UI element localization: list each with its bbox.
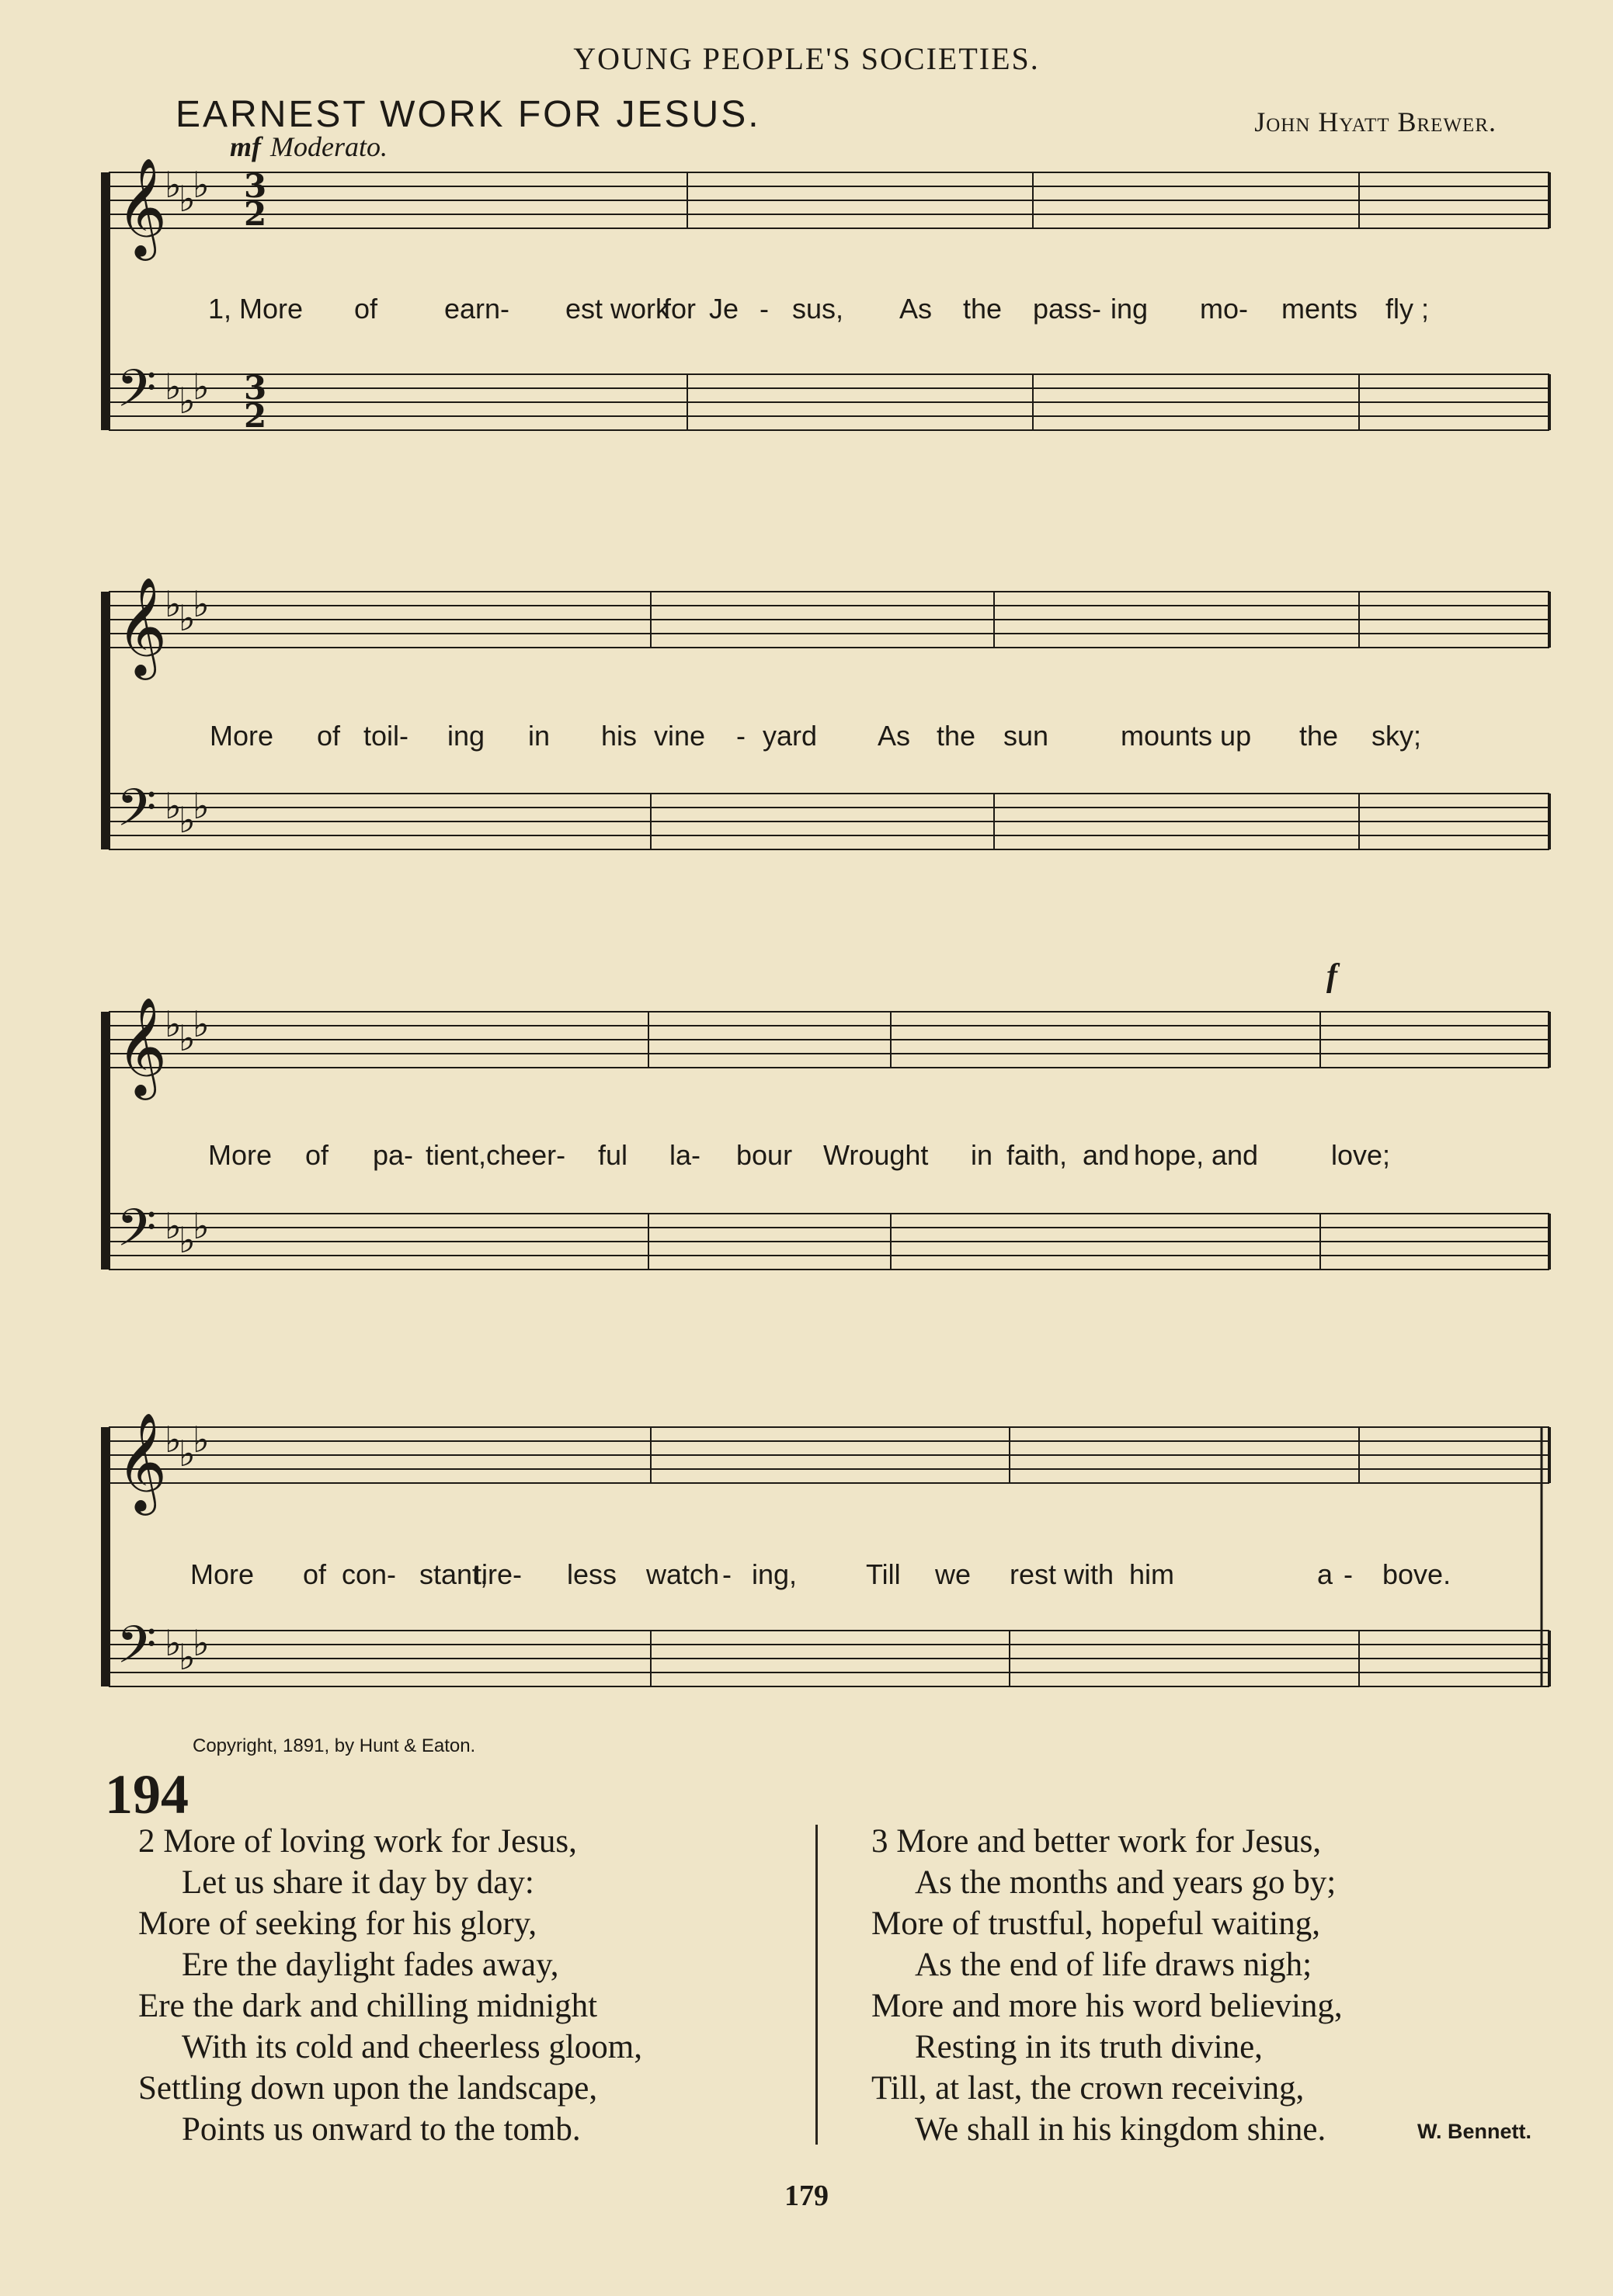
bass-clef-icon: 𝄢: [116, 1198, 157, 1270]
lyric-syllable: pa-: [373, 1139, 414, 1171]
lyric-syllable: More: [190, 1558, 255, 1590]
lyric-syllable: est work: [565, 293, 670, 325]
flat-icon: ♭: [165, 1003, 182, 1045]
lyric-syllable: More: [210, 720, 274, 752]
time-signature: 2: [244, 195, 267, 233]
stanza-line: Points us onward to the tomb.: [182, 2111, 581, 2148]
lyric-syllable: sky;: [1371, 720, 1422, 752]
lyric-syllable: of: [354, 293, 378, 325]
lyric-syllable: watch: [646, 1558, 720, 1590]
lyric-syllable: sun: [1003, 720, 1049, 752]
lyric-syllable: ing,: [752, 1558, 798, 1590]
flat-icon: ♭: [165, 164, 182, 206]
lyric-syllable: we: [935, 1558, 972, 1590]
lyric-syllable: ments: [1281, 293, 1358, 325]
flat-icon: ♭: [179, 1017, 196, 1059]
stanza-line: Till, at last, the crown receiving,: [871, 2070, 1305, 2107]
hymn-number: 194: [105, 1763, 189, 1825]
lyric-syllable: and: [1083, 1139, 1130, 1171]
lyric-syllable: earn-: [444, 293, 510, 325]
stanza-2: [138, 1821, 642, 2150]
lyric-syllable: rest with: [1010, 1558, 1114, 1590]
lyric-syllable: ing: [1111, 293, 1149, 325]
lyric-syllable: bour: [736, 1139, 793, 1171]
lyric-syllable: the: [1299, 720, 1339, 752]
flat-icon: ♭: [179, 597, 196, 639]
lyric-syllable: fly ;: [1385, 293, 1430, 325]
lyric-syllable: stant,: [419, 1558, 488, 1590]
lyric-syllable: ing: [447, 720, 485, 752]
page-number: 179: [784, 2180, 829, 2212]
flat-icon: ♭: [179, 1636, 196, 1678]
flat-icon: ♭: [165, 1419, 182, 1461]
time-signature: 3: [244, 369, 267, 407]
stanza-line: Let us share it day by day:: [182, 1864, 534, 1901]
bass-clef-icon: 𝄢: [116, 1615, 157, 1687]
copyright-notice: Copyright, 1891, by Hunt & Eaton.: [193, 1735, 476, 1756]
flat-icon: ♭: [165, 1205, 182, 1247]
lyric-syllable: in: [528, 720, 551, 752]
lyric-syllable: the: [937, 720, 976, 752]
lyric-syllable: faith,: [1006, 1139, 1068, 1171]
flat-icon: ♭: [179, 799, 196, 841]
lyric-syllable: bove.: [1382, 1558, 1451, 1590]
stanza-line: Resting in its truth divine,: [915, 2029, 1263, 2065]
stanza-line: As the end of life draws nigh;: [915, 1947, 1312, 1983]
lyric-syllable: him: [1129, 1558, 1175, 1590]
tempo-text: Moderato.: [270, 131, 388, 162]
bass-clef-icon: 𝄢: [116, 359, 157, 431]
running-head: YOUNG PEOPLE'S SOCIETIES.: [573, 41, 1040, 76]
lyric-syllable: la-: [669, 1139, 701, 1171]
flat-icon: ♭: [179, 1433, 196, 1475]
flat-icon: ♭: [165, 583, 182, 625]
lyric-syllable: -: [1344, 1558, 1353, 1590]
stanza-author: W. Bennett.: [1417, 2120, 1531, 2143]
lyric-syllable: the: [963, 293, 1003, 325]
flat-icon: ♭: [193, 583, 210, 625]
composer-credit: John Hyatt Brewer.: [1254, 106, 1497, 137]
lyric-syllable: vine: [654, 720, 706, 752]
lyric-syllable: pass-: [1033, 293, 1102, 325]
lyric-syllable: ful: [598, 1139, 628, 1171]
stanza-line: More and more his word believing,: [871, 1988, 1343, 2024]
lyric-syllable: tient,cheer-: [426, 1139, 566, 1171]
lyric-syllable: and: [1211, 1139, 1259, 1171]
lyric-syllable: for: [663, 293, 697, 325]
lyric-syllable: mounts up: [1121, 720, 1252, 752]
treble-clef-icon: 𝄞: [116, 1412, 168, 1511]
flat-icon: ♭: [193, 1003, 210, 1045]
stanza-line: Ere the daylight fades away,: [182, 1947, 559, 1983]
flat-icon: ♭: [179, 380, 196, 422]
lyric-syllable: his: [601, 720, 638, 752]
lyric-syllable: mo-: [1200, 293, 1248, 325]
stanza-line: 2 More of loving work for Jesus,: [138, 1823, 577, 1860]
treble-clef-icon: 𝄞: [116, 576, 168, 676]
flat-icon: ♭: [179, 178, 196, 220]
stanza-line: Settling down upon the landscape,: [138, 2070, 598, 2107]
flat-icon: ♭: [193, 164, 210, 206]
time-signature: 2: [244, 397, 267, 435]
lyric-syllable: of: [317, 720, 341, 752]
time-signature: 3: [244, 167, 267, 205]
flat-icon: ♭: [193, 1205, 210, 1247]
dynamic-marking: mf: [230, 131, 261, 162]
column-divider: [815, 1825, 818, 2145]
lyric-syllable: More: [208, 1139, 273, 1171]
lyric-syllable: Wrought: [823, 1139, 929, 1171]
lyric-syllable: -: [736, 720, 746, 752]
lyric-syllable: love;: [1331, 1139, 1391, 1171]
lyric-syllable: As: [899, 293, 933, 325]
flat-icon: ♭: [165, 785, 182, 827]
lyric-syllable: 1, More: [208, 293, 304, 325]
flat-icon: ♭: [193, 785, 210, 827]
bass-clef-icon: 𝄢: [116, 778, 157, 850]
flat-icon: ♭: [193, 1622, 210, 1664]
lyric-syllable: Till: [866, 1558, 901, 1590]
lyric-syllable: of: [303, 1558, 327, 1590]
flat-icon: ♭: [165, 366, 182, 408]
flat-icon: ♭: [165, 1622, 182, 1664]
lyric-syllable: con-: [342, 1558, 397, 1590]
lyric-syllable: -: [722, 1558, 732, 1590]
lyric-syllable: less: [567, 1558, 617, 1590]
stanza-line: As the months and years go by;: [915, 1864, 1337, 1901]
stanza-3: [871, 1821, 1343, 2150]
flat-icon: ♭: [193, 1419, 210, 1461]
stanza-line: We shall in his kingdom shine.: [915, 2111, 1326, 2148]
flat-icon: ♭: [179, 1219, 196, 1261]
lyric-syllable: a: [1317, 1558, 1333, 1590]
stanza-line: More of seeking for his glory,: [138, 1905, 537, 1942]
flat-icon: ♭: [193, 366, 210, 408]
stanza-line: More of trustful, hopeful waiting,: [871, 1905, 1321, 1942]
lyric-syllable: As: [878, 720, 911, 752]
lyric-syllable: yard: [763, 720, 818, 752]
lyric-syllable: hope,: [1134, 1139, 1205, 1171]
lyric-syllable: toil-: [363, 720, 409, 752]
treble-clef-icon: 𝄞: [116, 157, 168, 256]
lyric-syllable: of: [305, 1139, 329, 1171]
lyric-syllable: in: [971, 1139, 993, 1171]
stanza-line: With its cold and cheerless gloom,: [182, 2029, 642, 2065]
hymn-title: EARNEST WORK FOR JESUS.: [176, 94, 761, 135]
lyric-syllable: -: [760, 293, 769, 325]
lyric-syllable: tire-: [474, 1558, 522, 1590]
lyric-syllable: Je: [709, 293, 739, 325]
forte-marking: f: [1326, 958, 1337, 994]
lyric-syllable: sus,: [792, 293, 844, 325]
treble-clef-icon: 𝄞: [116, 996, 168, 1096]
stanza-line: 3 More and better work for Jesus,: [871, 1823, 1322, 1860]
stanza-line: Ere the dark and chilling midnight: [138, 1988, 598, 2024]
